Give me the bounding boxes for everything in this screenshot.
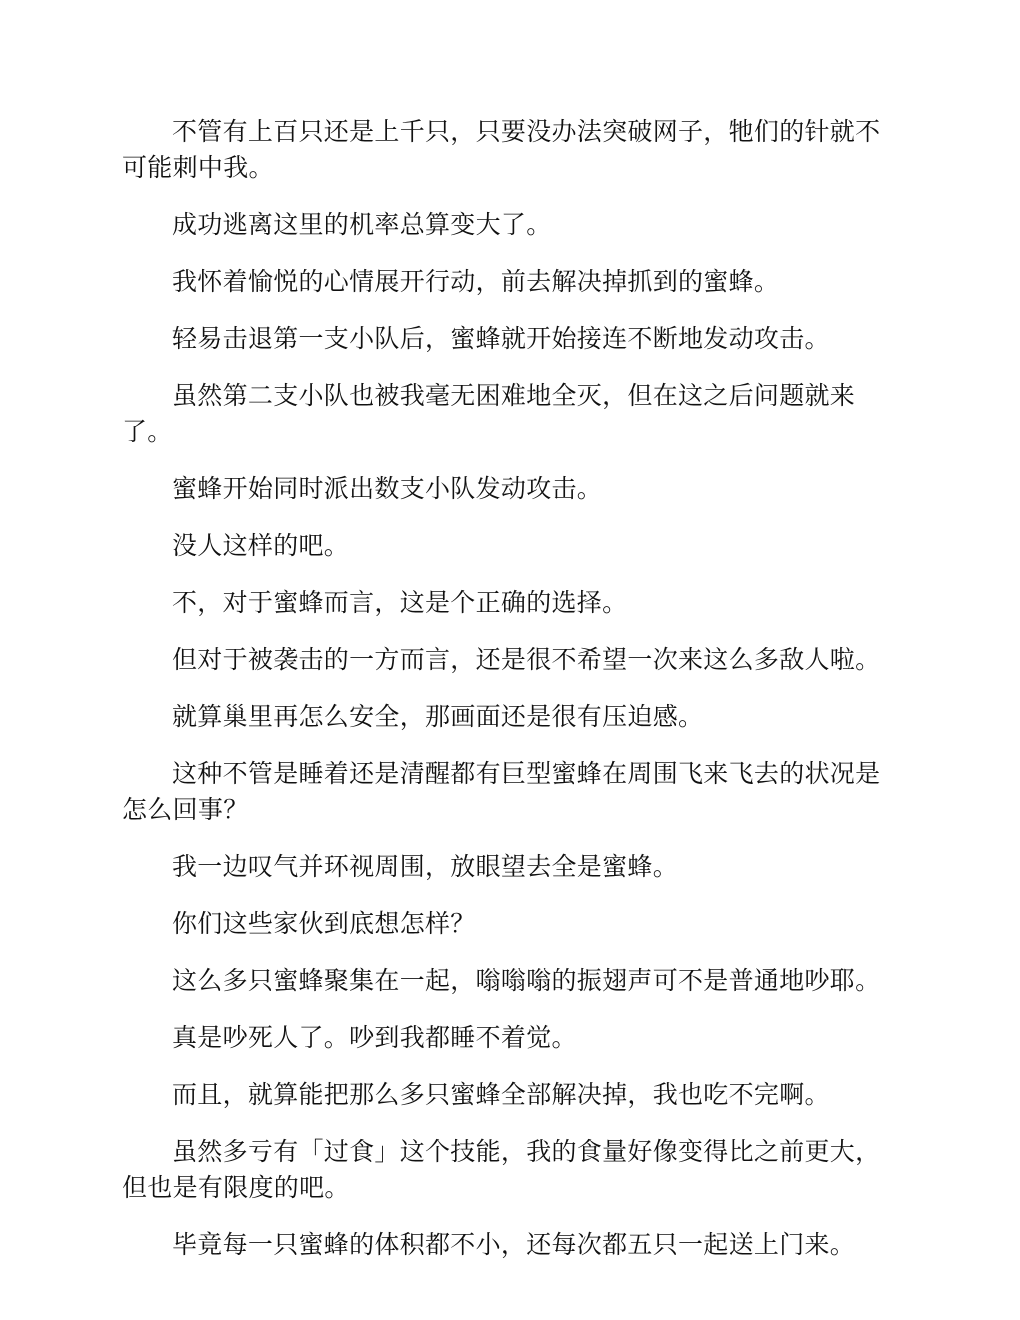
paragraph: 不，对于蜜蜂而言，这是个正确的选择。 xyxy=(172,588,628,617)
paragraph: 没人这样的吧。 xyxy=(172,531,350,560)
paragraph: 虽然多亏有「过食」这个技能，我的食量好像变得比之前更大，但也是有限度的吧。 xyxy=(122,1137,881,1202)
paragraph: 毕竟每一只蜜蜂的体积都不小，还每次都五只一起送上门来。 xyxy=(172,1230,856,1259)
paragraph: 蜜蜂开始同时派出数支小队发动攻击。 xyxy=(172,474,603,503)
paragraph: 但对于被袭击的一方而言，还是很不希望一次来这么多敌人啦。 xyxy=(172,645,881,674)
paragraph: 就算巢里再怎么安全，那画面还是很有压迫感。 xyxy=(172,702,704,731)
paragraph: 你们这些家伙到底想怎样？ xyxy=(172,909,476,938)
paragraph: 不管有上百只还是上千只，只要没办法突破网子，牠们的针就不可能刺中我。 xyxy=(122,117,881,182)
paragraph: 虽然第二支小队也被我毫无困难地全灭，但在这之后问题就来了。 xyxy=(122,381,856,446)
paragraph: 成功逃离这里的机率总算变大了。 xyxy=(172,210,552,239)
paragraph: 轻易击退第一支小队后，蜜蜂就开始接连不断地发动攻击。 xyxy=(172,324,830,353)
paragraph: 这么多只蜜蜂聚集在一起，嗡嗡嗡的振翅声可不是普通地吵耶。 xyxy=(172,966,881,995)
paragraph: 真是吵死人了。吵到我都睡不着觉。 xyxy=(172,1023,577,1052)
paragraph: 而且，就算能把那么多只蜜蜂全部解决掉，我也吃不完啊。 xyxy=(172,1080,830,1109)
paragraph: 我怀着愉悦的心情展开行动，前去解决掉抓到的蜜蜂。 xyxy=(172,267,780,296)
body-text xyxy=(122,114,898,1284)
paragraph: 我一边叹气并环视周围，放眼望去全是蜜蜂。 xyxy=(172,852,679,881)
paragraph: 这种不管是睡着还是清醒都有巨型蜜蜂在周围飞来飞去的状况是怎么回事？ xyxy=(122,759,881,824)
